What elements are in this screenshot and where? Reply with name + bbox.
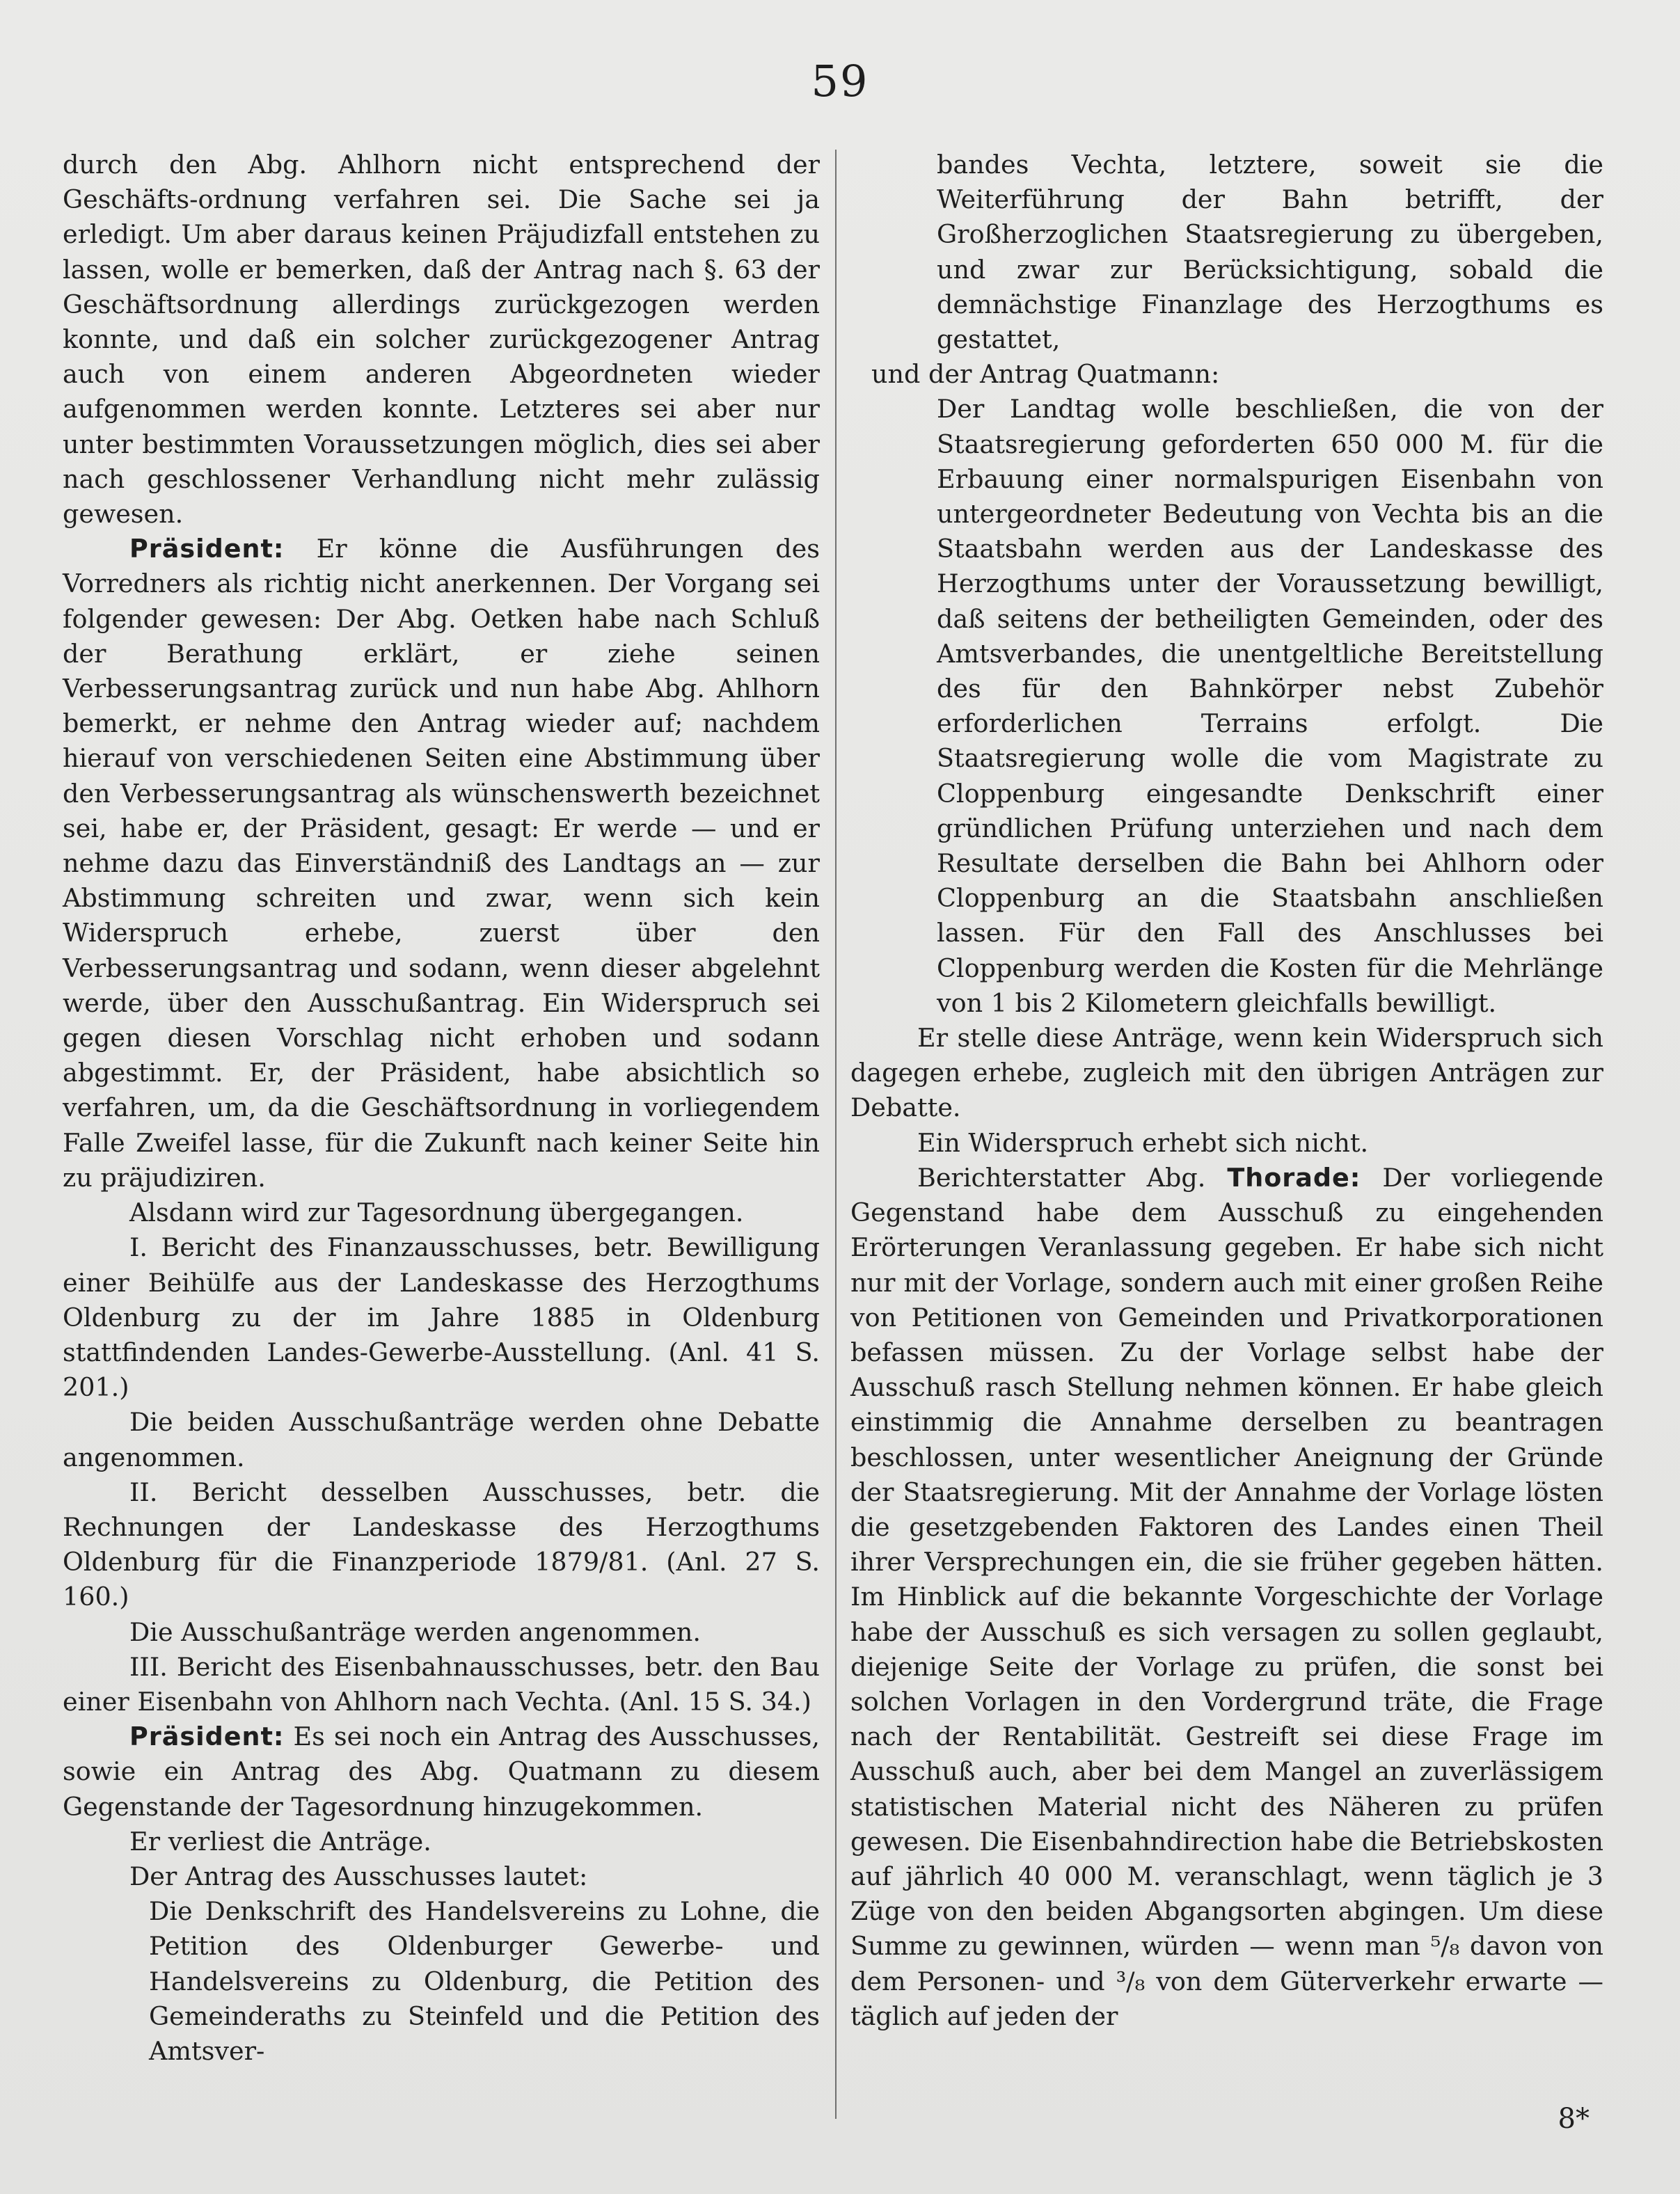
paragraph-text: Er stelle diese Anträge, wenn kein Widerspruch sich dagegen erhebe, zugleich mit den übrigen Anträgen zur Debatte. <box>850 1023 1603 1123</box>
paragraph-text: Er könne die Ausführungen des Vorredners als richtig nicht anerkennen. Der Vorgang sei folgender gewesen: Der Abg. Oetken habe nach Schluß der Berathung erklärt, er ziehe seinen Verbesserungsantrag zurück und nun habe Abg. Ahlhorn bemerkt, er nehme den Antrag wieder auf; nachdem hierauf von verschiedenen Seiten eine Abstimmung über den Verbesserungsantrag als wünschenswerth bezeichnet sei, habe er, der Präsident, gesagt: Er werde — und er nehme dazu das Einverständniß des Landtags an — zur Abstimmung schreiten und zwar, wenn sich kein Widerspruch erhebe, zuerst über den Verbesserungsantrag und sodann, wenn dieser abgelehnt werde, über den Ausschußantrag. Ein Widerspruch sei gegen diesen Vorschlag nicht erhoben und sodann abgestimmt. Er, der Präsident, habe absichtlich so verfahren, um, da die Geschäftsordnung in vorliegendem Falle Zweifel lasse, für die Zukunft nach keiner Seite hin zu präjudiziren. <box>63 534 820 1193</box>
paragraph <box>937 148 1603 357</box>
paragraph <box>63 1475 820 1615</box>
paragraph <box>850 357 1603 392</box>
paragraph <box>63 1650 820 1719</box>
paragraph-text: Der Antrag des Ausschusses lautet: <box>129 1861 588 1891</box>
paragraph-text: Der vorliegende Gegenstand habe dem Ausschuß zu eingehenden Erörterungen Veranlassung gegeben. Er habe sich nicht nur mit der Vorlage, sondern auch mit einer großen Reihe von Petitionen von Gemeinden und Privatkorporationen befassen müssen. Zu der Vorlage selbst habe der Ausschuß rasch Stellung nehmen können. Er habe gleich einstimmig die Annahme derselben zu beantragen beschlossen, unter wesentlicher Aneignung der Gründe der Staatsregierung. Mit der Annahme der Vorlage lösten die gesetzgebenden Faktoren des Landes einen Theil ihrer Versprechungen ein, die sie früher gegeben hätten. Im Hinblick auf die bekannte Vorgeschichte der Vorlage habe der Ausschuß es sich versagen zu sollen geglaubt, diejenige Seite der Vorlage zu prüfen, die sonst bei solchen Vorlagen in den Vordergrund träte, die Frage nach der Rentabilität. Gestreift sei diese Frage im Ausschuß auch, aber bei dem Mangel an zuverlässigem statistischen Material nicht des Näheren zu prüfen gewesen. Die Eisenbahndirection habe die Betriebskosten auf jährlich 40 000 M. veranschlagt, wenn täglich je 3 Züge von den beiden Abgangsorten abgingen. Um diese Summe zu gewinnen, würden — wenn man ⁵/₈ davon von dem Personen- und ³/₈ von dem Güterverkehr erwarte — täglich auf jeden der <box>850 1162 1603 2031</box>
signature-mark: 8* <box>1558 2103 1590 2135</box>
paragraph <box>63 1719 820 1825</box>
paragraph <box>850 1126 1603 1161</box>
paragraph-prefix: Berichterstatter Abg. <box>917 1162 1228 1193</box>
page-number: 59 <box>811 56 869 106</box>
paragraph <box>149 1894 820 2069</box>
paragraph-text: I. Bericht des Finanzausschusses, betr. Bewilligung einer Beihülfe aus der Landeskasse des Herzogthums Oldenburg zu der im Jahre 1885 in Oldenburg stattfindenden Landes-Gewerbe-Ausstellung. (Anl. 41 S. 201.) <box>63 1232 820 1403</box>
paragraph <box>63 1195 820 1230</box>
paragraph <box>937 392 1603 1021</box>
column-divider <box>835 150 837 2119</box>
paragraph-text: Es sei noch ein Antrag des Ausschusses, sowie ein Antrag des Abg. Quatmann zu diesem Gegenstande der Tagesordnung hinzugekommen. <box>63 1722 820 1822</box>
paragraph <box>63 1230 820 1405</box>
paragraph <box>63 1825 820 1859</box>
paragraph <box>63 532 820 1195</box>
paragraph-text: II. Bericht desselben Ausschusses, betr. die Rechnungen der Landeskasse des Herzogthums Oldenburg für die Finanzperiode 1879/81. (Anl. 27 S. 160.) <box>63 1477 820 1612</box>
left-column <box>63 148 820 2069</box>
paragraph <box>850 1161 1603 2034</box>
paragraph-text: Die Ausschußanträge werden angenommen. <box>129 1616 702 1647</box>
paragraph <box>63 1405 820 1474</box>
paragraph-text: bandes Vechta, letztere, soweit sie die Weiterführung der Bahn betrifft, der Großherzoglichen Staatsregierung zu übergeben, und zwar zur Berücksichtigung, sobald die demnächstige Finanzlage des Herzogthums es gestattet, <box>937 150 1603 355</box>
paragraph <box>850 1021 1603 1126</box>
right-column <box>850 148 1603 2034</box>
paragraph-text: Alsdann wird zur Tagesordnung übergegangen. <box>129 1198 744 1228</box>
paragraph-text: III. Bericht des Eisenbahnausschusses, betr. den Bau einer Eisenbahn von Ahlhorn nach Vechta. (Anl. 15 S. 34.) <box>63 1651 820 1717</box>
paragraph-text: und der Antrag Quatmann: <box>871 359 1220 390</box>
speaker-name: Thorade: <box>1227 1162 1361 1193</box>
paragraph <box>63 1615 820 1650</box>
paragraph-text: Ein Widerspruch erhebt sich nicht. <box>917 1127 1369 1158</box>
paragraph-text: Der Landtag wolle beschließen, die von der Staatsregierung geforderten 650 000 M. für die Erbauung einer normalspurigen Eisenbahn von untergeordneter Bedeutung von Vechta bis an die Staatsbahn werden aus der Landeskasse des Herzogthums unter der Voraussetzung bewilligt, daß seitens der betheiligten Gemeinden, oder des Amtsverbandes, die unentgeltliche Bereitstellung des für den Bahnkörper nebst Zubehör erforderlichen Terrains erfolgt. Die Staatsregierung wolle die vom Magistrate zu Cloppenburg eingesandte Denkschrift einer gründlichen Prüfung unterziehen und nach dem Resultate derselben die Bahn bei Ahlhorn oder Cloppenburg an die Staatsbahn anschließen lassen. Für den Fall des Anschlusses bei Cloppenburg werden die Kosten für die Mehrlänge von 1 bis 2 Kilometern gleichfalls bewilligt. <box>937 394 1603 1018</box>
paragraph-text: Die Denkschrift des Handelsvereins zu Lohne, die Petition des Oldenburger Gewerbe- und Handelsvereins zu Oldenburg, die Petition des Gemeinderaths zu Steinfeld und die Petition des Amtsver- <box>149 1896 820 2066</box>
paragraph-text: Er verliest die Anträge. <box>129 1826 431 1857</box>
speaker-name: Präsident: <box>129 1722 285 1752</box>
paragraph-text: durch den Abg. Ahlhorn nicht entsprechend der Geschäfts-ordnung verfahren sei. Die Sache sei ja erledigt. Um aber daraus keinen Präjudizfall entstehen zu lassen, wolle er bemerken, daß der Antrag nach §. 63 der Geschäftsordnung allerdings zurückgezogen werden konnte, und daß ein solcher zurückgezogener Antrag auch von einem anderen Abgeordneten wieder aufgenommen werden konnte. Letzteres sei aber nur unter bestimmten Voraussetzungen möglich, dies sei aber nach geschlossener Verhandlung nicht mehr zulässig gewesen. <box>63 150 820 530</box>
paragraph <box>63 1859 820 1894</box>
paragraph <box>63 148 820 532</box>
paragraph-text: Die beiden Ausschußanträge werden ohne Debatte angenommen. <box>63 1407 820 1472</box>
speaker-name: Präsident: <box>129 534 285 564</box>
